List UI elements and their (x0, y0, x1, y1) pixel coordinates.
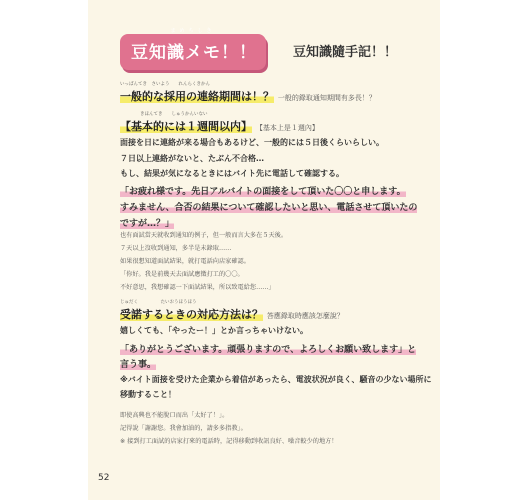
a1-heading-wrap (120, 118, 319, 134)
page-number: 52 (98, 473, 110, 483)
q2-heading: 受諾するときの対応方法は？ (120, 308, 263, 321)
zh-line: 「你好。我是前幾天去面試應徵打工的〇〇。 (120, 271, 244, 278)
jp-quote-line (120, 216, 174, 229)
a1-chinese: 【基本上是１週內】 (255, 124, 319, 132)
a1-heading: 【基本的には１週間以内】 (120, 120, 252, 133)
zh-line: 如果很想知道面試結果，就打電話向店家確認。 (120, 258, 250, 265)
jp-line: 面接を日に連絡が来る場合もあるけど、一般的には５日後くらいらしい。 (120, 138, 384, 147)
q2-chinese: 答應錄取時應該怎麼說？ (266, 312, 344, 320)
jp-quote-text: 言う事。 (120, 360, 157, 370)
page-title: 豆知識メモ！！ (131, 43, 257, 63)
q2-ruby: じゅだく たいおうほうほう (120, 300, 197, 305)
q1-ruby: いっぱんてき さいよう れんらくきかん (120, 82, 210, 87)
zh-line: 也有面試當天就收到通知的例子，但一般而言大多在５天後。 (120, 232, 288, 239)
jp-note-line: ※バイト面接を受けた企業から着信があったら、電波状況が良く、騒音の少ない場所に (120, 375, 432, 384)
jp-line: ７日以上連絡がないと、たぶん不合格… (120, 154, 264, 163)
jp-quote-line (120, 200, 417, 213)
jp-quote-text: 「ありがとうございます。頑張りますので、よろしくお願い致します」と (120, 345, 417, 355)
q2-heading-wrap (120, 306, 344, 322)
jp-line: 嬉しくても、「やったー！」とか言っちゃいけない。 (120, 326, 308, 335)
zh-line: 記得說「謝謝您。我會加油的，請多多指教」。 (120, 425, 247, 432)
q1-heading: 一般的な採用の連絡期間は！？ (120, 90, 274, 103)
jp-quote-text: すみません、合否の結果について確認したいと思い、電話させて頂いたの (120, 203, 418, 213)
jp-quote-line (120, 357, 156, 370)
jp-quote-line (120, 184, 406, 197)
jp-quote-line (120, 342, 416, 355)
jp-quote-text: ですが…？」 (120, 219, 175, 229)
jp-quote-text: 「お疲れ様です。先日アルバイトの面接をして頂いた〇〇と申します。 (120, 187, 406, 197)
zh-line: 不好意思，我想確認一下面試結果，所以致電給您……」 (120, 284, 275, 291)
zh-line: 即使高興也不能脫口而出「太好了！」。 (120, 412, 229, 419)
title-ruby: まめちしき (170, 28, 216, 34)
zh-line: ※ 接到打工面試的店家打來的電話時，記得移動到收訊良好、噪音較少的地方！ (120, 438, 338, 445)
jp-note-line: 移動すること！ (120, 390, 176, 399)
jp-line: もし、結果が気になるときにはバイト先に電話して確認する。 (120, 169, 344, 178)
q1-heading-wrap (120, 88, 376, 104)
a1-ruby: きほんてき しゅうかんいない (140, 112, 208, 117)
q1-chinese: 一般的錄取通知期間有多長！？ (277, 94, 376, 102)
zh-line: ７天以上沒收到通知，多半是未錄取…… (120, 245, 232, 252)
page-subtitle-chinese: 豆知識隨手記！！ (293, 45, 398, 60)
